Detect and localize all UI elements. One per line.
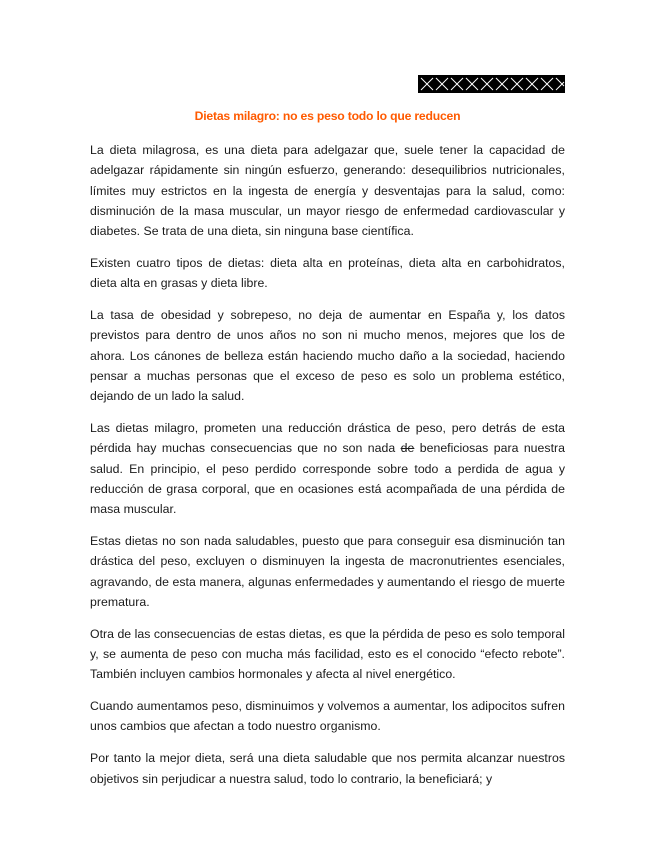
paragraph-4-start: Las dietas milagro, prometen una reducción drástica de peso, pero detrás de esta pérdida hay muchas consecuencias que no son nada: [90, 421, 565, 456]
paragraph-8: Por tanto la mejor dieta, será una dieta saludable que nos permita alcanzar nuestros objetivos sin perjudicar a nuestra salud, todo lo contrario, la beneficiará; y: [90, 751, 565, 786]
paragraph-7: Cuando aumentamos peso, disminuimos y volvemos a aumentar, los adipocitos sufren unos cambios que afectan a todo nuestro organismo.: [90, 699, 565, 734]
paragraph-1: La dieta milagrosa, es una dieta para adelgazar que, suele tener la capacidad de adelgazar rápidamente sin ningún esfuerzo, generando: desequilibrios nutricionales, límites muy estrictos en la ingesta de energía y desventajas para la salud, como: disminución de la masa muscular, un mayor riesgo de enfermedad cardiovascular y diabetes. Se trata de una dieta, sin ninguna base científica.: [90, 143, 565, 239]
paragraph-5: Estas dietas no son nada saludables, puesto que para conseguir esa disminución tan drástica del peso, excluyen o disminuyen la ingesta de macronutrientes esenciales, agravando, de esta manera, algunas enfermedades y aumentando el riesgo de muerte prematura.: [90, 534, 565, 609]
redaction-mark: [418, 75, 565, 93]
paragraph-4-end: beneficiosas para nuestra salud. En principio, el peso perdido corresponde sobre todo a perdida de agua y reducción de grasa corporal, que en ocasiones está acompañada de una pérdida de masa muscular.: [90, 441, 565, 517]
paragraph-3: La tasa de obesidad y sobrepeso, no deja de aumentar en España y, los datos previstos para dentro de unos años no son ni mucho menos, mejores que los de ahora. Los cánones de belleza están haciendo mucho daño a la sociedad, haciendo pensar a muchas personas que el exceso de peso es solo un problema estético, dejando de un lado la salud.: [90, 308, 565, 404]
struck-word: de: [400, 441, 415, 456]
document-body: [90, 140, 565, 800]
paragraph-4: [90, 418, 565, 519]
paragraph-6: Otra de las consecuencias de estas dietas, es que la pérdida de peso es solo temporal y, se aumenta de peso con mucha más facilidad, esto es el conocido “efecto rebote”. También incluyen cambios hormonales y afecta al nivel energético.: [90, 626, 565, 682]
document-title: Dietas milagro: no es peso todo lo que reducen: [194, 109, 461, 123]
paragraph-2: Existen cuatro tipos de dietas: dieta alta en proteínas, dieta alta en carbohidratos, dieta alta en grasas y dieta libre.: [90, 255, 565, 291]
